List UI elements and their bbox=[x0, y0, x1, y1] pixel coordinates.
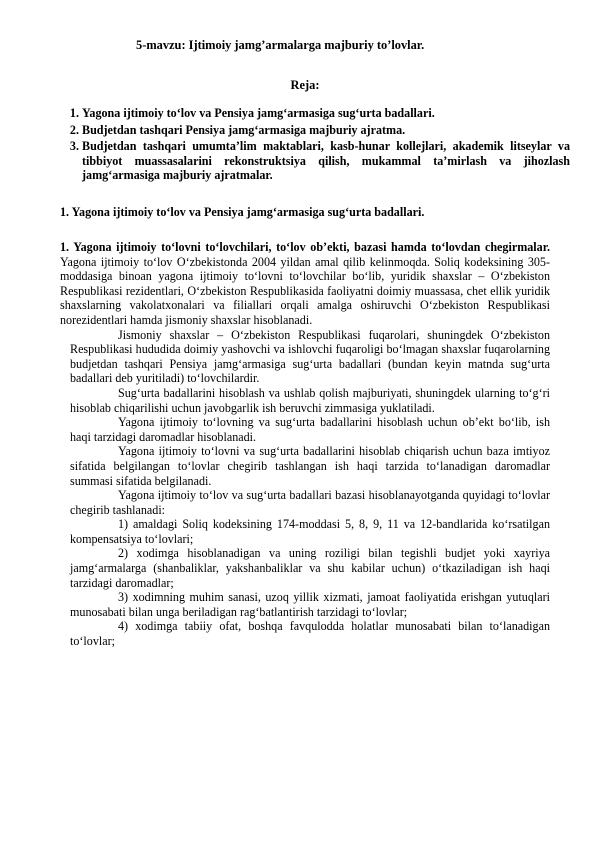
list-paragraph: 2) xodimga hisoblanadigan va uning roziligi bilan tegishli budjet yoki xayriya jamg‘armalarga (shanbaliklar, yakshanbaliklar va shu kabilar uchun) o‘tkaziladigan ish haqi tarzidagi daromadlar; bbox=[70, 546, 550, 590]
list-paragraph: 3) xodimning muhim sanasi, uzoq yillik xizmati, jamoat faoliyatida erishgan yutuqlari munosabati bilan unga beriladigan rag‘batlantirish tarzidagi to‘lovlar; bbox=[70, 590, 550, 619]
paragraph-bold-lead: 1. Yagona ijtimoiy to‘lovni to‘lovchilari, to‘lov ob’ekti, bazasi hamda to‘lovdan chegirmalar. bbox=[60, 240, 550, 254]
document-title bbox=[0, 38, 596, 53]
paragraph: Sug‘urta badallarini hisoblash va ushlab qolish majburiyati, shuningdek ularning to‘g‘ri hisoblab chiqarilishi uchun javobgarlik ish beruvchi zimmasiga yuklatiladi. bbox=[70, 385, 550, 415]
plan-list bbox=[60, 106, 570, 185]
paragraph bbox=[60, 240, 550, 328]
list-paragraph: 4) xodimga tabiiy ofat, boshqa favqulodda holatlar munosabati bilan to‘lanadigan to‘lovlar; bbox=[70, 619, 550, 649]
paragraph: Yagona ijtimoiy to‘lovni va sug‘urta badallarini hisoblab chiqarish uchun baza imtiyoz sifatida belgilangan to‘lovlar chegirib tashlangan ish haqi tarzida to‘lanadigan daromadlar summasi sifatida belgilanadi. bbox=[70, 444, 550, 488]
list-paragraph: 1) amaldagi Soliq kodeksining 174-moddasi 5, 8, 9, 11 va 12-bandlarida ko‘rsatilgan kompensatsiya to‘lovlari; bbox=[70, 517, 550, 546]
plan-item: 2. Budjetdan tashqari Pensiya jamg‘armasiga majburiy ajratma. bbox=[82, 123, 570, 138]
section-heading: 1. Yagona ijtimoiy to‘lov va Pensiya jamg‘armasiga sug‘urta badallari. bbox=[60, 205, 425, 219]
paragraph: Yagona ijtimoiy to‘lovning va sug‘urta badallarini hisoblash uchun ob’ekt bo‘lib, ish haqi tarzidagi daromadlar hisoblanadi. bbox=[70, 415, 550, 444]
paragraph: Yagona ijtimoiy to‘lov va sug‘urta badallari bazasi hisoblanayotganda quyidagi to‘lovlar chegirib tashlanadi: bbox=[70, 488, 550, 517]
title-prefix: 5-mavzu bbox=[136, 38, 182, 52]
paragraph-text: Yagona ijtimoiy to‘lov O‘zbekistonda 2004 yildan amal qilib kelinmoqda. Soliq kodeksining 305-moddasiga binoan yagona ijtimoiy to‘lovni to‘lovchilar bo‘lib, yuridik shaxslar – O‘zbekiston Respublikasi rezidentlari, O‘zbekiston Respublikasida faoliyatni doimiy muassasa, chet ellik yuridik shaxslarning vakolatxonalari va filiallari orqali amalga oshiruvchi O‘zbekiston Respublikasi norezidentlari hamda jismoniy shaxslar hisoblanadi. bbox=[60, 254, 550, 327]
title-text: : Ijtimoiy jamg’armalarga majburiy to’lovlar. bbox=[181, 38, 425, 52]
plan-item: 3. Budjetdan tashqari umumta’lim maktablari, kasb-hunar kollejlari, akademik litseylar va tibbiyot muassasalarini rekonstruktsiya qilish, mukammal ta’mirlash va jihozlash jamg‘armasiga majburiy ajratmalar. bbox=[82, 139, 570, 183]
plan-item: 1. Yagona ijtimoiy to‘lov va Pensiya jamg‘armasiga sug‘urta badallari. bbox=[82, 106, 570, 121]
paragraph: Jismoniy shaxslar – O‘zbekiston Respublikasi fuqarolari, shuningdek O‘zbekiston Respublikasi hududida doimiy yashovchi va ishlovchi fuqaroligi bo‘lmagan shaxslar fuqarolarning budjetdan tashqari Pensiya jamg‘armasiga sug‘urta badallari (bundan keyin matnda sug‘urta badallari deb yuritiladi) to‘lovchilardir. bbox=[70, 327, 550, 386]
body-text bbox=[60, 240, 550, 649]
plan-heading: Reja: bbox=[290, 78, 320, 92]
